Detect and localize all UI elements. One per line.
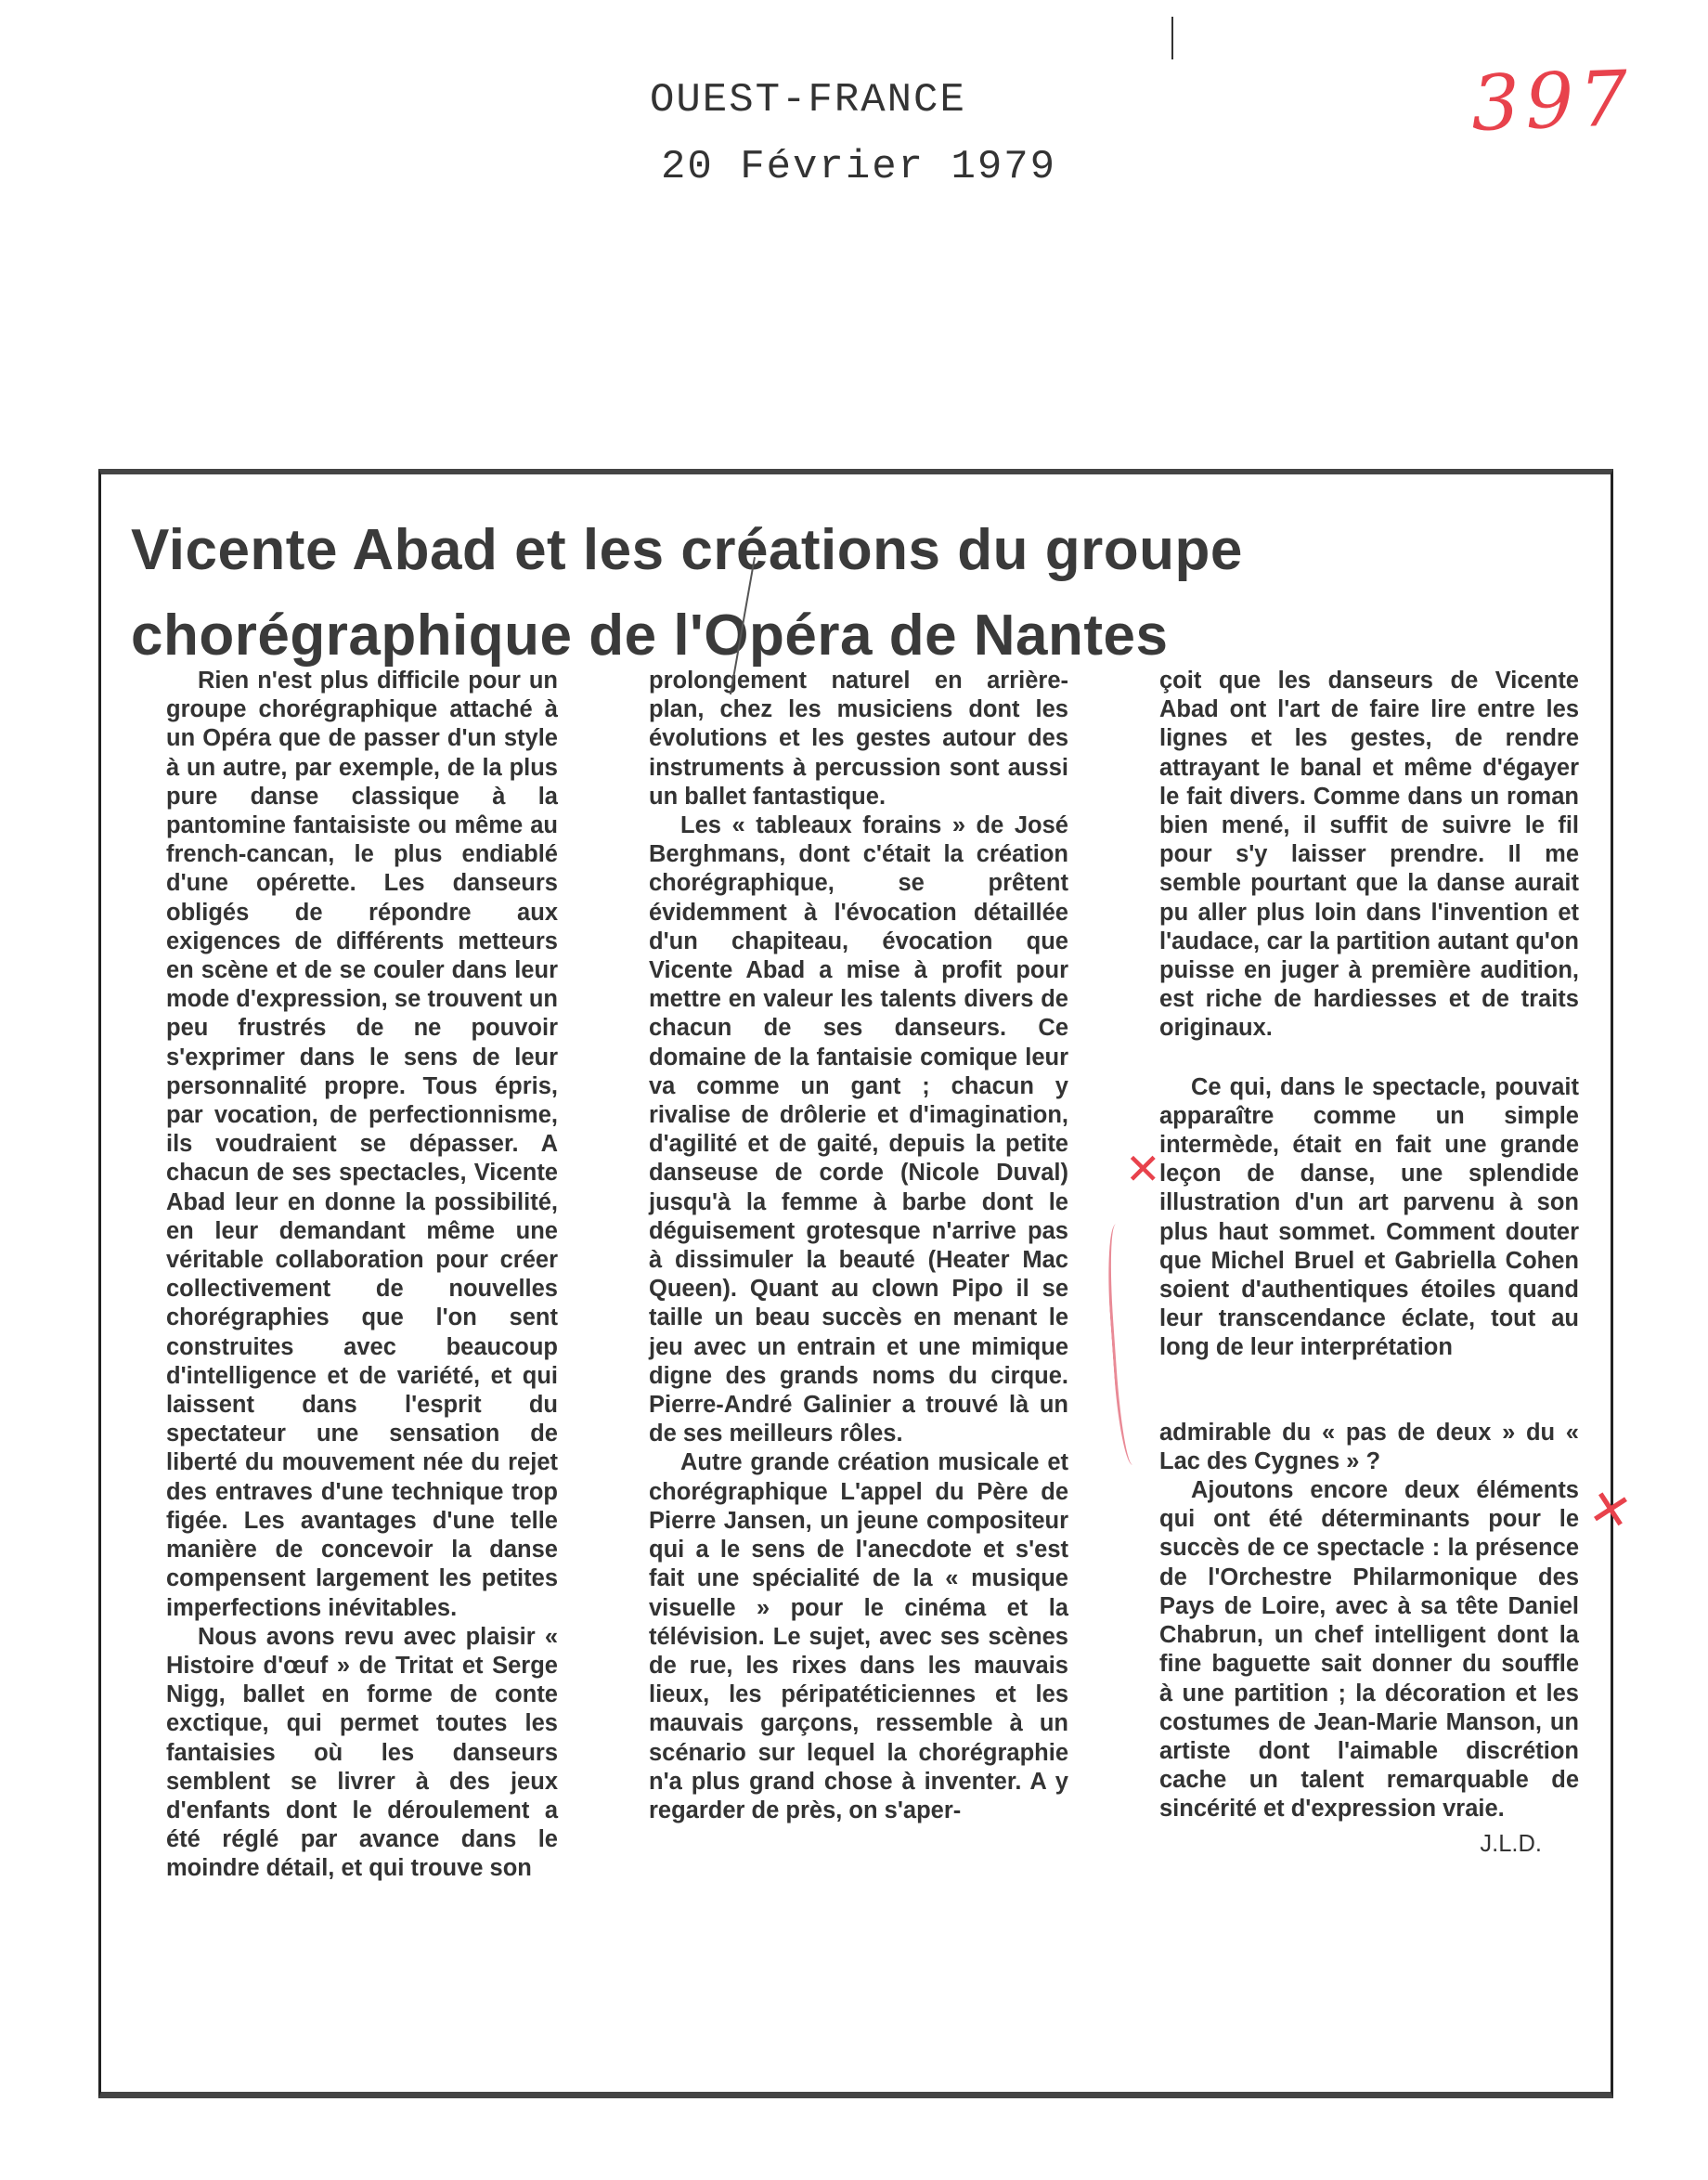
publication-date: 20 Février 1979 (661, 144, 1057, 190)
article-column-2 (649, 667, 1068, 1825)
paragraph-gap (1159, 1363, 1579, 1419)
red-x-mark-icon: ✕ (1125, 1144, 1161, 1194)
clipping-header (650, 67, 1056, 201)
paragraph: Les « tableaux forains » de José Berghmans, dont c'était la création chorégraphique, se prêtent évidemment à l'évocation détaillée d'un chapiteau, évocation que Vicente Abad a mise à profit pour mettre en valeur les talents divers de chacun de ses danseurs. Ce domaine de la fantaisie comique leur va comme un gant ; chacun y rivalise de drôlerie et d'imagination, d'agilité et de gaité, depuis la petite danseuse de corde (Nicole Duval) jusqu'à la femme à barbe dont le déguisement grotesque n'arrive pas à dissimuler la beauté (Heater Mac Queen). Quant au clown Pipo il se taille un beau succès en menant le jeu avec un entrain et une mimique digne des grands noms du cirque. Pierre-André Galinier a trouvé là un de ses meilleurs rôles. (649, 812, 1068, 1447)
paragraph: admirable du « pas de deux » du « Lac des Cygnes » ? (1159, 1419, 1579, 1474)
red-x-mark-icon: ✕ (1584, 1476, 1637, 1544)
paragraph-gap (1159, 1044, 1579, 1073)
paragraph: prolongement naturel en arrière-plan, chez les musiciens dont les évolutions et les gestes autour des instruments à percussion sont aussi un ballet fantastique. (649, 668, 1068, 810)
headline-line-2: chorégraphique de l'Opéra de Nantes (131, 603, 1169, 668)
article-frame (98, 469, 1613, 2098)
handwritten-page-number: 397 (1469, 54, 1636, 149)
paragraph: Ce qui, dans le spectacle, pouvait apparaître comme un simple intermède, était en fait une grande leçon de danse, une splendide illustration d'un art parvenu à son plus haut sommet. Comment douter que Michel Bruel et Gabriella Cohen soient d'authentiques étoiles quand leur transcendance éclate, tout au long de leur interprétation (1159, 1073, 1579, 1361)
paragraph: Autre grande création musicale et chorégraphique L'appel du Père de Pierre Jansen, un jeune compositeur qui a le sens de l'anecdote et s'est fait une spécialité de la « musique visuelle » pour le cinéma et la télévision. Le sujet, avec ses scènes de rue, les rixes dans les mauvais lieux, les péripatéticiennes et les mauvais garçons, ressemble à un scénario sur lequel la chorégraphie n'a plus grand chose à inventer. A y regarder de près, on s'aper- (649, 1449, 1068, 1823)
paragraph: Ajoutons encore deux éléments qui ont été déterminants pour le succès de ce spectacle : la présence de l'Orchestre Philarmonique des Pays de Loire, avec à sa tête Daniel Chabrun, un chef intelligent dont la fine baguette sait donner du souffle à une partition ; la décoration et les costumes de Jean-Marie Manson, un artiste dont l'aimable discrétion cache un talent remarquable de sincérité et d'expression vraie. (1159, 1477, 1579, 1823)
scan-artifact-line (1171, 17, 1173, 59)
article-column-1 (166, 667, 558, 1884)
article-column-3 (1159, 667, 1579, 1859)
paragraph: Nous avons revu avec plaisir « Histoire d'œuf » de Tritat et Serge Nigg, ballet en forme de conte exctique, qui permet toutes les fantaisies où les danseurs semblent se livrer à des jeux d'enfants dont le déroulement a été réglé par avance dans le moindre détail, et qui trouve son (166, 1623, 558, 1882)
author-signature: J.L.D. (1480, 1830, 1542, 1857)
paragraph: çoit que les danseurs de Vicente Abad ont l'art de faire lire entre les lignes et les gestes, de rendre attrayant le banal et même d'égayer le fait divers. Comme dans un roman bien mené, il suffit de suivre le fil pour s'y laisser prendre. Il me semble pourtant que la danse aurait pu aller plus loin dans l'invention et l'audace, car la partition autant qu'on puisse en juger à première audition, est riche de hardiesses et de traits originaux. (1159, 668, 1579, 1042)
paragraph: Rien n'est plus difficile pour un groupe chorégraphique attaché à un Opéra que de passer d'un style à un autre, par exemple, de la plus pure danse classique à la pantomine fantaisiste ou même au french-cancan, le plus endiablé d'une opérette. Les danseurs obligés de répondre aux exigences de différents metteurs en scène et de se couler dans leur mode d'expression, se trouvent un peu frustrés de ne pouvoir s'exprimer dans le sens de leur personnalité propre. Tous épris, par vocation, de perfectionnisme, ils voudraient se dépasser. A chacun de ses spectacles, Vicente Abad leur en donne la possibilité, en leur demandant même une véritable collaboration pour créer collectivement de nouvelles chorégraphies que l'on sent construites avec beaucoup d'intelligence et de variété, et qui laissent dans l'esprit du spectateur une sensation de liberté du mouvement née du rejet des entraves d'une technique trop figée. Les avantages d'une telle manière de concevoir la danse compensent largement les petites imperfections inévitables. (166, 668, 558, 1621)
article-headline (131, 508, 1243, 679)
headline-line-1: Vicente Abad et les créations du groupe (131, 518, 1243, 582)
publication-name: OUEST-FRANCE (650, 77, 966, 123)
